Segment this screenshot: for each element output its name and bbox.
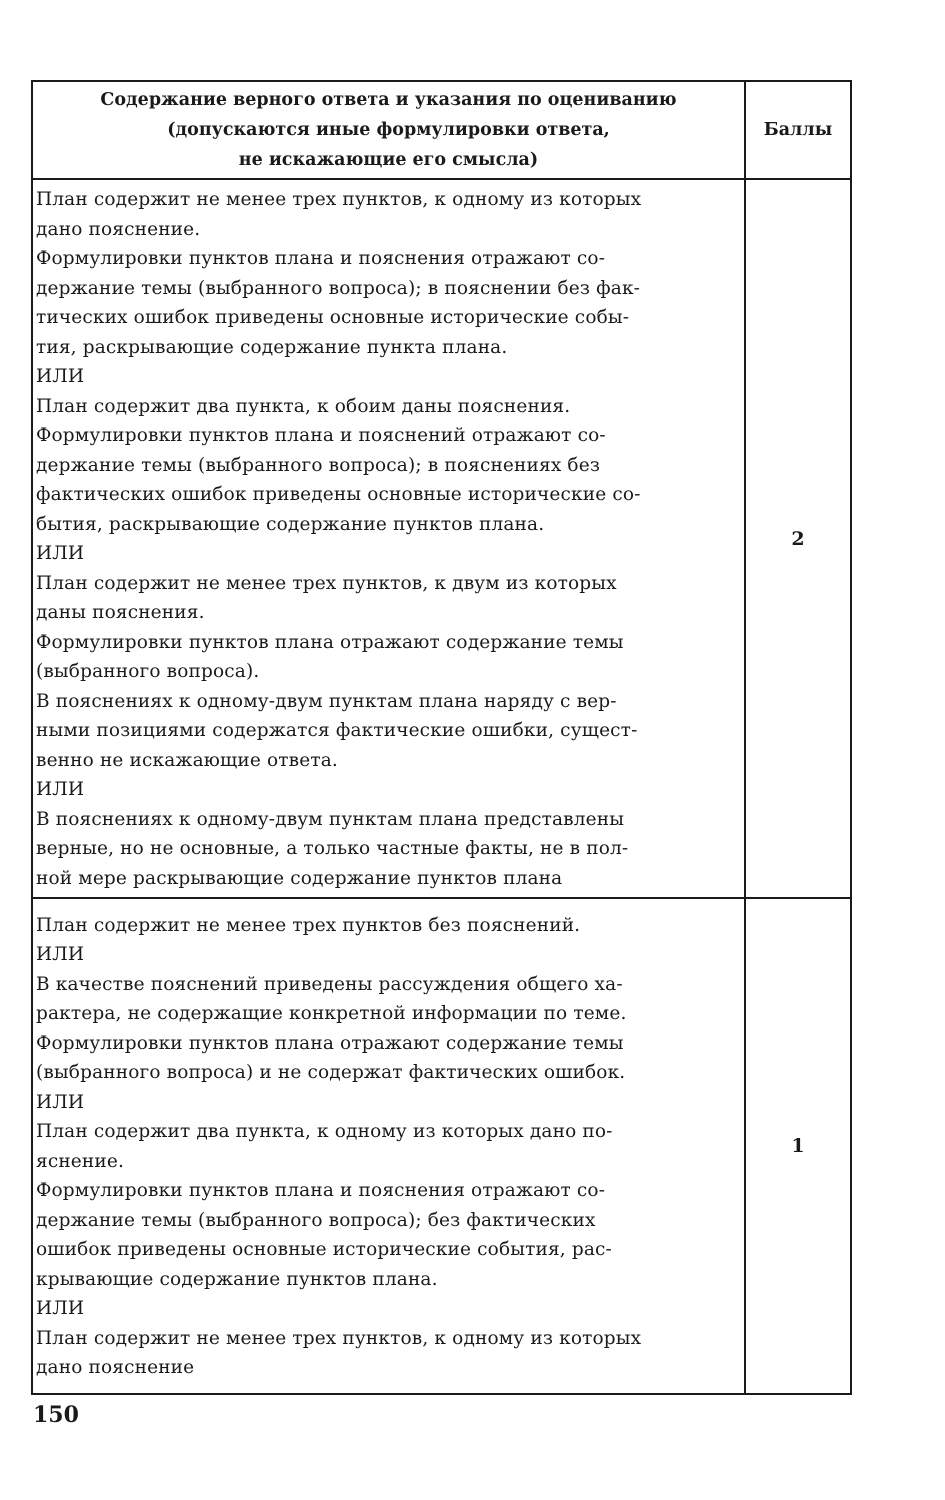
criteria-line: План содержит не менее трех пунктов, к одному из которых	[36, 189, 642, 210]
criteria-line: бытия, раскрывающие содержание пунктов плана.	[36, 513, 545, 535]
criteria-line: В качестве пояснений приведены рассуждения общего ха-	[36, 973, 623, 995]
criteria-line: ной мере раскрывающие содержание пунктов плана	[36, 867, 563, 889]
criteria-line: Формулировки пунктов плана отражают содержание темы	[36, 1032, 624, 1054]
score-cell: 2	[745, 179, 851, 898]
criteria-line: (выбранного вопроса) и не содержат фактических ошибок.	[36, 1062, 626, 1083]
criteria-line: ИЛИ	[36, 779, 85, 800]
criteria-line: Формулировки пунктов плана и пояснения отражают со-	[36, 1180, 606, 1201]
criteria-line: В пояснениях к одному-двум пунктам плана наряду с вер-	[36, 690, 617, 712]
header-line: Содержание верного ответа и указания по оцениванию	[100, 90, 677, 110]
criteria-line: Формулировки пунктов плана отражают содержание темы	[36, 631, 624, 653]
header-line: не искажающие его смысла)	[238, 150, 539, 170]
criteria-line: План содержит два пункта, к обоим даны пояснения.	[36, 395, 571, 417]
table-row	[32, 179, 851, 898]
criteria-line: венно не искажающие ответа.	[36, 749, 338, 771]
criteria-line: дано пояснение	[36, 1357, 195, 1378]
criteria-cell	[32, 898, 745, 1394]
criteria-line: План содержит не менее трех пунктов, к двум из которых	[36, 572, 617, 594]
score-cell: 1	[745, 898, 851, 1394]
criteria-line: держание темы (выбранного вопроса); в пояснении без фак-	[36, 277, 641, 299]
criteria-line: План содержит не менее трех пунктов без пояснений.	[36, 914, 581, 936]
scoring-criteria-table	[31, 80, 852, 1395]
criteria-line: ИЛИ	[36, 543, 85, 564]
criteria-line: яснение.	[36, 1150, 124, 1172]
criteria-line: тических ошибок приведены основные исторические собы-	[36, 307, 630, 328]
criteria-line: рактера, не содержащие конкретной информации по теме.	[36, 1003, 627, 1024]
table-header-row	[32, 81, 851, 179]
criteria-line: дано пояснение.	[36, 218, 201, 240]
criteria-line: ошибок приведены основные исторические события, рас-	[36, 1239, 612, 1260]
criteria-line: (выбранного вопроса).	[36, 661, 260, 682]
criteria-line: верные, но не основные, а только частные факты, не в пол-	[36, 838, 629, 859]
header-content-cell	[32, 81, 745, 179]
criteria-line: План содержит два пункта, к одному из которых дано по-	[36, 1121, 613, 1142]
criteria-line: ИЛИ	[36, 1298, 85, 1319]
criteria-cell	[32, 179, 745, 898]
header-score-cell: Баллы	[745, 81, 851, 179]
criteria-line: ИЛИ	[36, 1091, 85, 1113]
criteria-line: тия, раскрывающие содержание пункта плана.	[36, 336, 508, 358]
criteria-line: крывающие содержание пунктов плана.	[36, 1268, 438, 1290]
criteria-line: В пояснениях к одному-двум пунктам плана представлены	[36, 808, 625, 830]
criteria-line: держание темы (выбранного вопроса); в пояснениях без	[36, 454, 601, 476]
criteria-line: Формулировки пунктов плана и пояснений отражают со-	[36, 425, 606, 446]
criteria-line: Формулировки пунктов плана и пояснения отражают со-	[36, 248, 606, 269]
criteria-line: ИЛИ	[36, 944, 85, 965]
criteria-line: держание темы (выбранного вопроса); без фактических	[36, 1209, 596, 1231]
header-line: (допускаются иные формулировки ответа,	[167, 120, 610, 140]
page-number: 150	[33, 1402, 79, 1428]
table-row	[32, 898, 851, 1394]
criteria-line: План содержит не менее трех пунктов, к одному из которых	[36, 1327, 642, 1349]
criteria-line: ИЛИ	[36, 366, 85, 387]
criteria-line: фактических ошибок приведены основные исторические со-	[36, 484, 641, 505]
criteria-line: даны пояснения.	[36, 602, 205, 623]
criteria-line: ными позициями содержатся фактические ошибки, сущест-	[36, 720, 638, 741]
